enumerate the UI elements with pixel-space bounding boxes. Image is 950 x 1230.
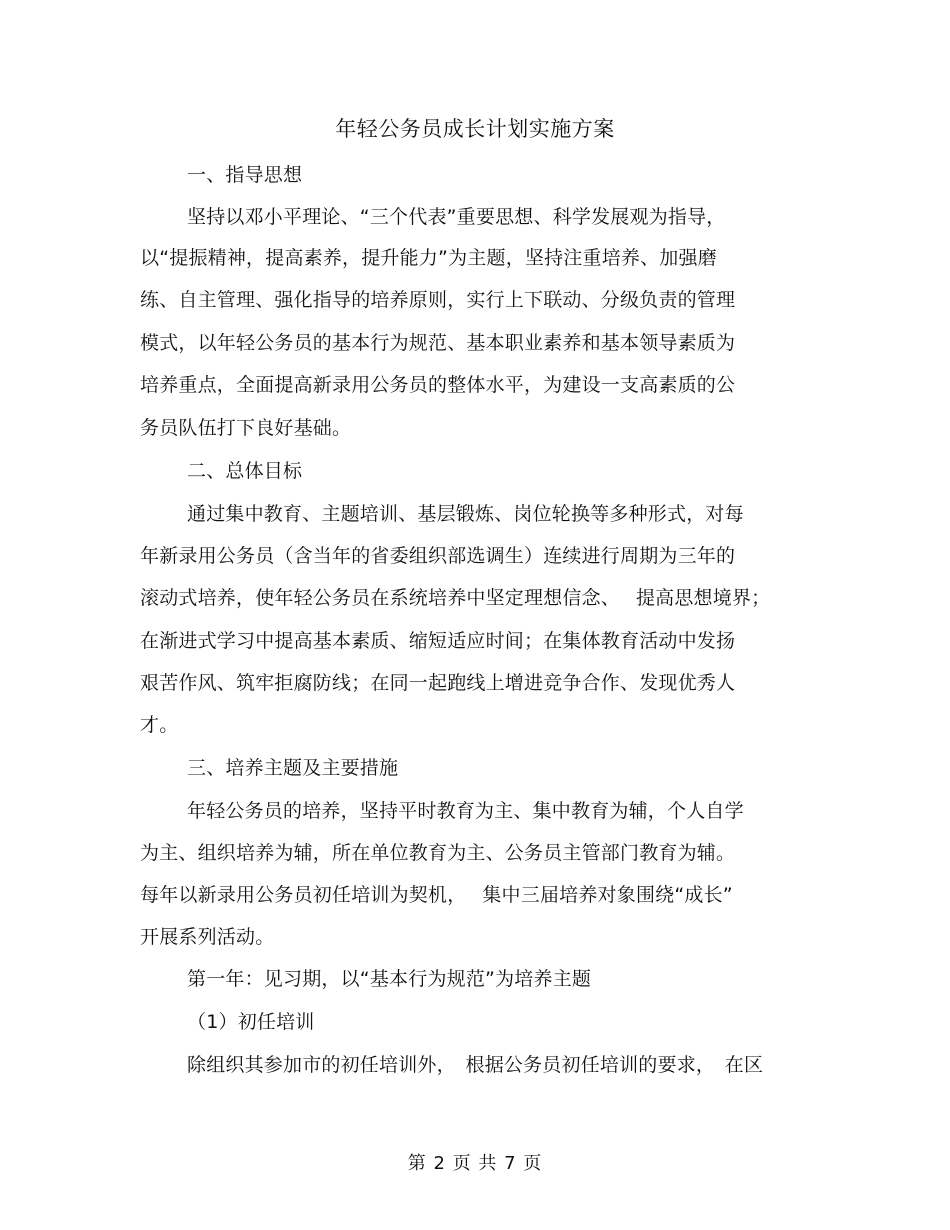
page-number-footer: 第 2 页 共 7 页 [407, 1153, 543, 1174]
section-heading-guiding-thought: 一、指导思想 [187, 164, 303, 186]
paragraph-line: 才。 [140, 714, 179, 736]
paragraph-line: 以“提振精神，提高素养，提升能力”为主题，坚持注重培养、加强磨 [140, 247, 717, 269]
paragraph-line: 培养重点，全面提高新录用公务员的整体水平，为建设一支高素质的公 [140, 374, 736, 396]
paragraph-line: 模式，以年轻公务员的基本行为规范、基本职业素养和基本领导素质为 [140, 332, 736, 354]
paragraph-line: 开展系列活动。 [140, 926, 275, 948]
document-title: 年轻公务员成长计划实施方案 [335, 117, 615, 141]
subheading-initial-training: （1）初任培训 [187, 1011, 315, 1033]
subheading-first-year: 第一年：见习期，以“基本行为规范”为培养主题 [187, 968, 592, 990]
paragraph-line: 每年以新录用公务员初任培训为契机， 集中三届培养对象围绕“成长” [140, 884, 733, 906]
paragraph-line: 为主、组织培养为辅，所在单位教育为主、公务员主管部门教育为辅。 [140, 842, 736, 864]
section-heading-overall-goal: 二、总体目标 [187, 460, 303, 482]
paragraph-line: 坚持以邓小平理论、“三个代表”重要思想、科学发展观为指导， [187, 206, 726, 228]
section-heading-training-themes: 三、培养主题及主要措施 [187, 757, 399, 779]
paragraph-line: 年新录用公务员（含当年的省委组织部选调生）连续进行周期为三年的 [140, 545, 736, 567]
paragraph-line: 艰苦作风、筑牢拒腐防线；在同一起跑线上增进竞争合作、发现优秀人 [140, 672, 736, 694]
paragraph-line: 滚动式培养，使年轻公务员在系统培养中坚定理想信念、 提高思想境界； [140, 587, 771, 609]
paragraph-line: 除组织其参加市的初任培训外， 根据公务员初任培训的要求， 在区 [187, 1054, 764, 1076]
paragraph-line: 练、自主管理、强化指导的培养原则，实行上下联动、分级负责的管理 [140, 289, 736, 311]
paragraph-line: 通过集中教育、主题培训、基层锻炼、岗位轮换等多种形式，对每 [187, 503, 744, 525]
paragraph-line: 年轻公务员的培养，坚持平时教育为主、集中教育为辅，个人自学 [187, 800, 744, 822]
paragraph-line: 在渐进式学习中提高基本素质、缩短适应时间；在集体教育活动中发扬 [140, 630, 736, 652]
paragraph-line: 务员队伍打下良好基础。 [140, 417, 352, 439]
